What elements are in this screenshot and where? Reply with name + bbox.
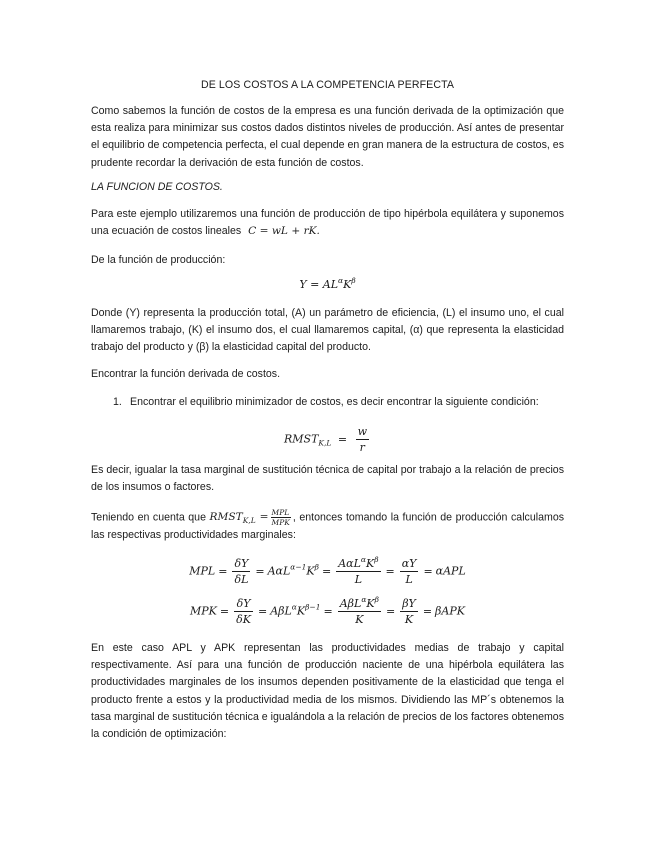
step-number: 1. [113,396,122,408]
example-text: Para este ejemplo utilizaremos una función de producción de tipo hipérbola equilátera y suponemos una ecuación de costos lineales [91,208,564,238]
intro-paragraph: Como sabemos la función de costos de la empresa es una función derivada de la optimización que esta realiza para minimizar sus costos dados distintos niveles de producción. Así antes de presentar el equilibrio de competencia perfecta, el cual depende en gran manera de la estructura de costos, es prudente recordar la derivación de esta función de costos. [91,105,564,169]
document-title: DE LOS COSTOS A LA COMPETENCIA PERFECTA [200,79,455,91]
mpk-equation: MPK = $\frac{\delta Y}{\delta K}$ = $A\beta L^\alpha K^{\beta-1}$ = $\frac{A\beta L^\alpha K^\beta}{K}$ = $\frac{\beta Y}{K}$ = βAPK [190,595,465,626]
production-function: $Y = AL^\alpha K^\beta$ [299,276,356,291]
cost-equation: C = wL + rK. [248,225,320,238]
definitions-paragraph: Donde (Y) representa la producción total, (A) un parámetro de eficiencia, (L) el insumo uno, el cual llamaremos trabajo, (K) el insumo dos, el cual llamaremos capital, (α) que representa la elasticidad trabajo del producto y (β) la elasticidad capital del producto. [91,307,564,354]
rmst-equation: $RMST_{K,L}$ = $\frac{w}{r}$ [283,425,368,454]
rmst-fraction: $\frac{w}{r}$ [357,425,368,454]
section-heading: LA FUNCION DE COSTOS. [91,181,223,193]
step-text: Encontrar el equilibrio minimizador de costos, es decir encontrar la siguiente condición: [130,396,539,408]
mpl-equation: MPL = $\frac{\delta Y}{\delta L}$ = $A\alpha L^{\alpha-1}K^\beta$ = $\frac{A\alpha L^\alpha K^\beta}{L}$ = $\frac{\alpha Y}{L}$ = αAPL [189,555,466,586]
considering-paragraph: Teniendo en cuenta que $RMST_{K,L}$ = $\frac{\text{MPL}}{\text{MPK}}$ , entonces tomando la función de producción calculamos las respectivas productividades marginales: [91,508,565,541]
production-intro: De la función de producción: [91,254,226,266]
find-cost-text: Encontrar la función derivada de costos. [91,368,281,380]
example-paragraph [91,206,564,240]
mpl-mpk-fraction: $\frac{\text{MPL}}{\text{MPK}}$ [271,508,290,527]
closing-paragraph: En este caso APL y APK representan las productividades medias de trabajo y capital respectivamente. Así para una función de producción naciente de una hipérbola equilátera las productividades marginales de los insumos dependen positivamente de la elasticidad que tenga el producto frente a estos y la productividad media de los mismos. Dividiendo las MP´s obtenemos la tasa marginal de sustitución técnica e igualándola a la relación de precios de los factores obtenemos la condición de optimización: [91,642,564,741]
rmst-explanation: Es decir, igualar la tasa marginal de sustitución técnica de capital por trabajo a la relación de precios de los insumos o factores. [91,464,564,494]
